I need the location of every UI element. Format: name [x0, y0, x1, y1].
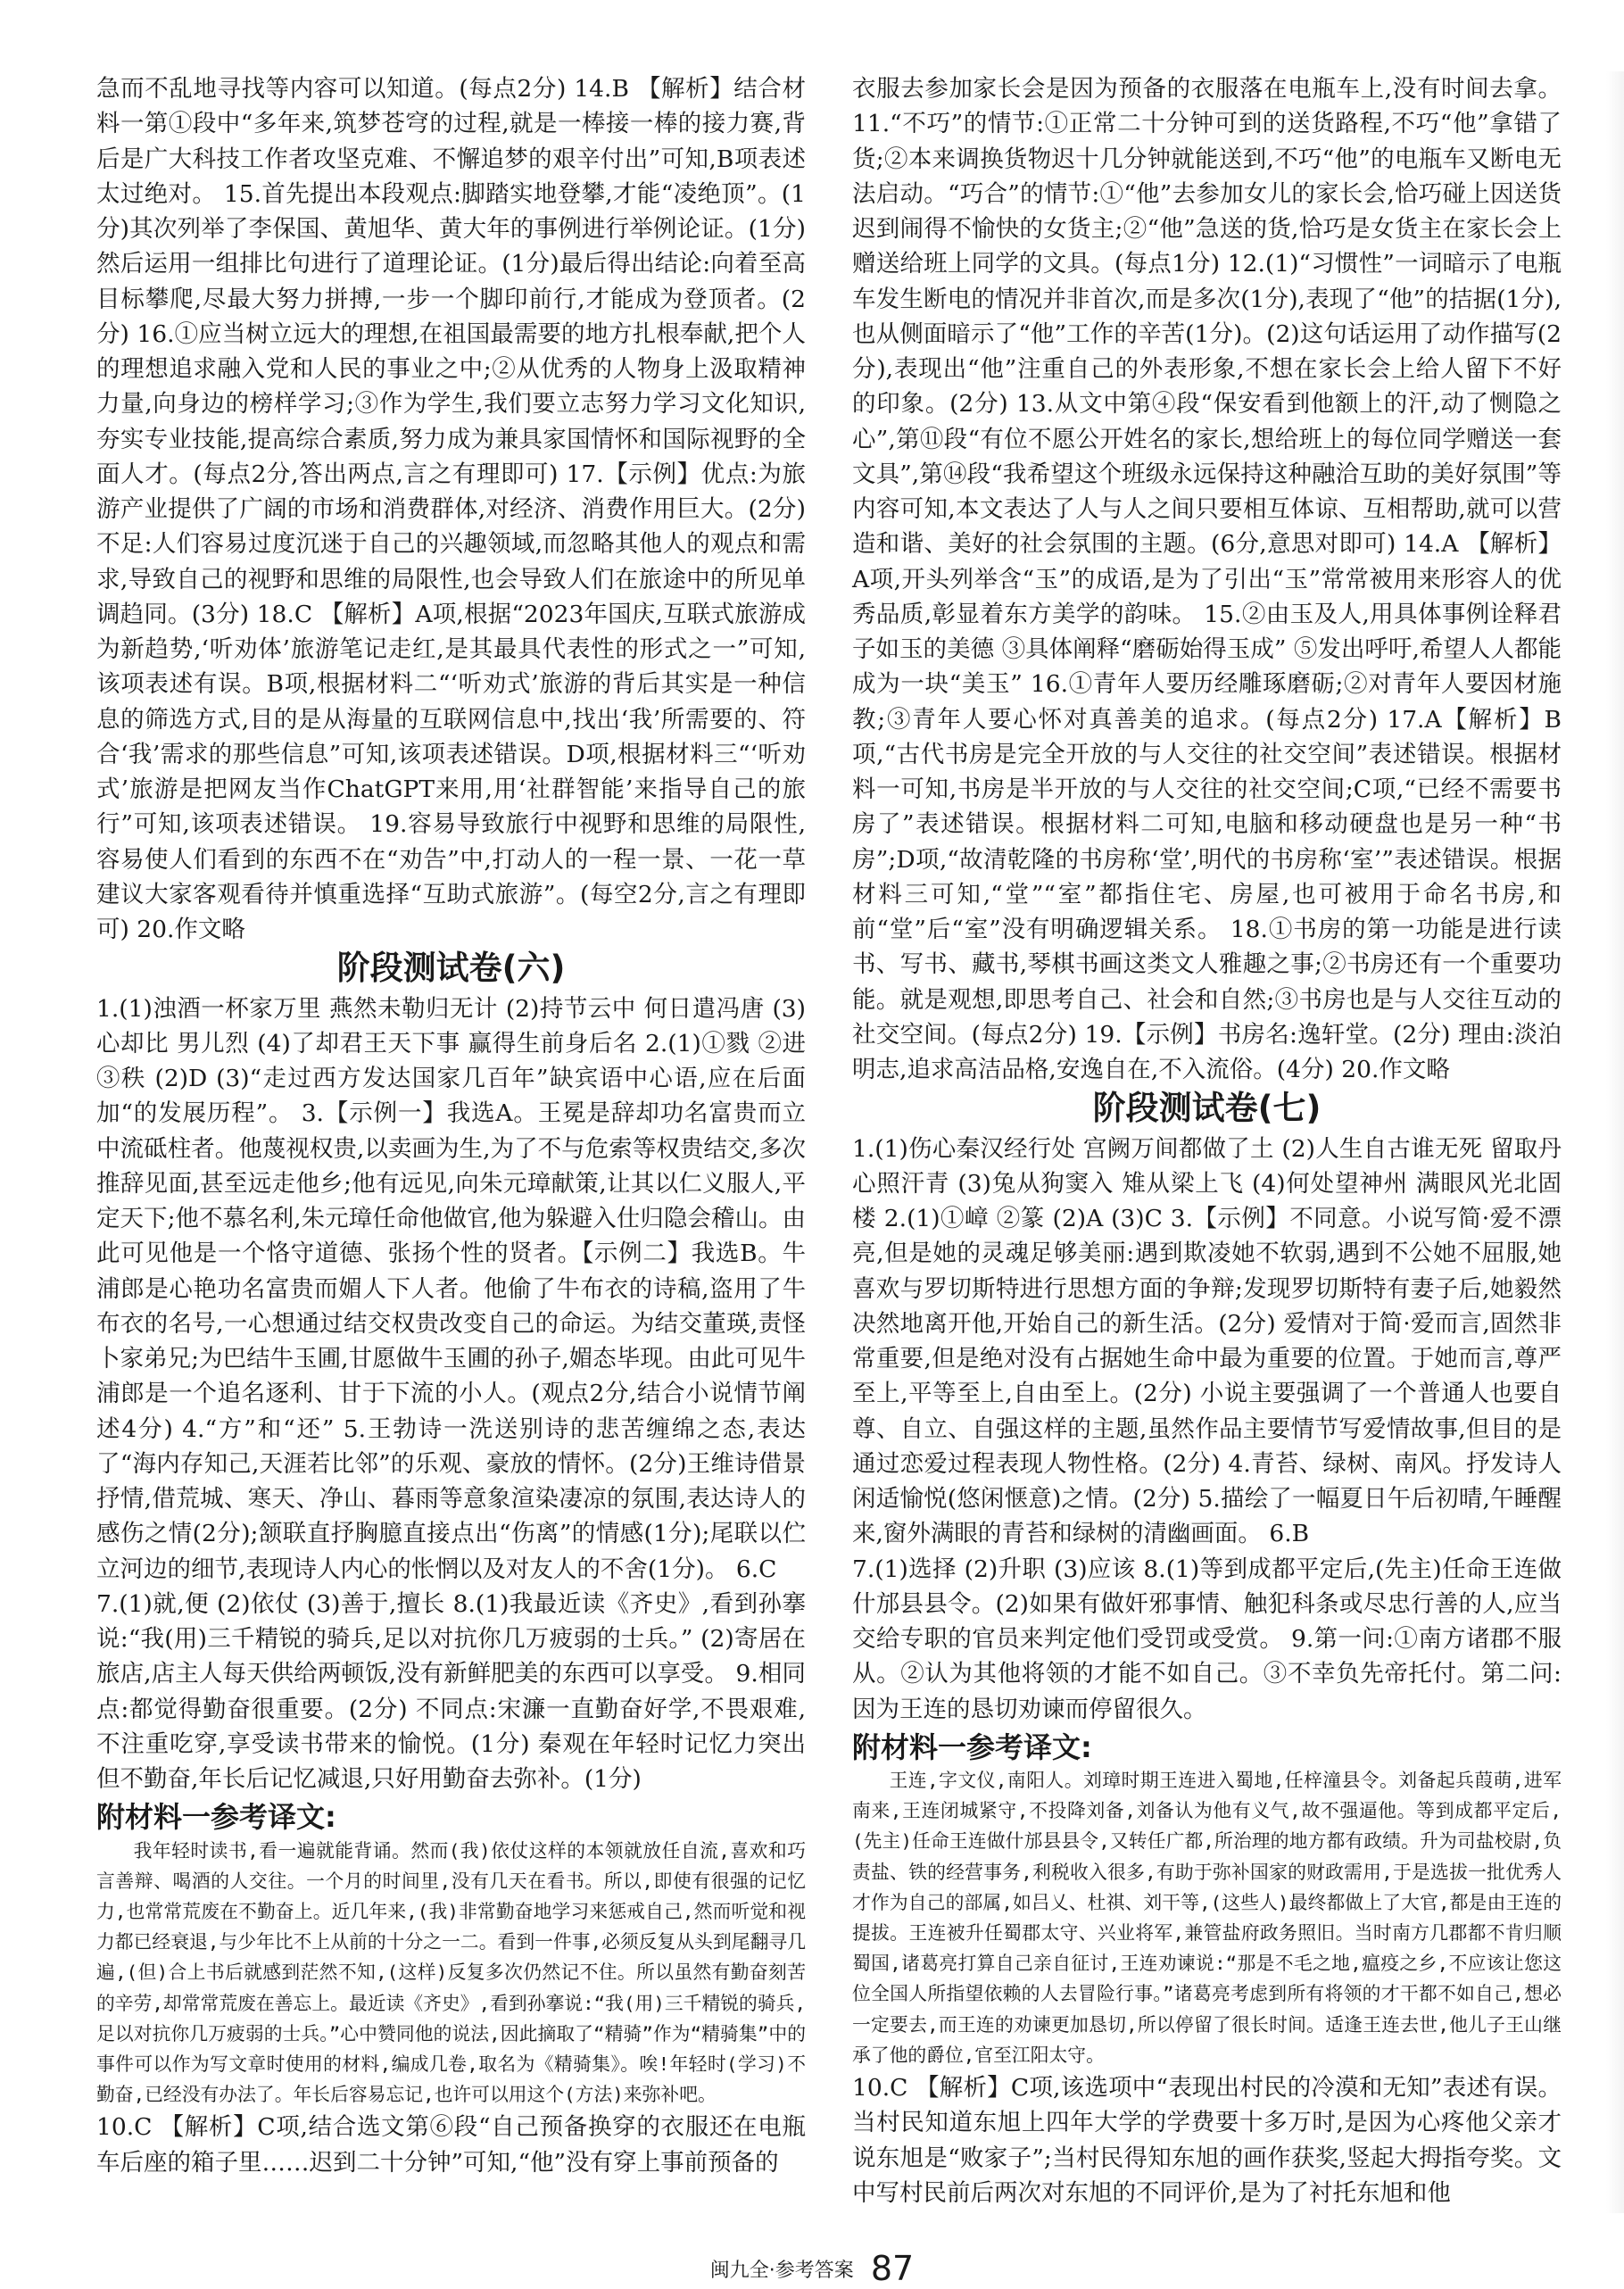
answers-test-5-continued: 急而不乱地寻找等内容可以知道。(每点2分) 14.B 【解析】结合材料一第①段中“多年来,筑梦苍穹的过程,就是一棒接一棒的接力赛,背后是广大科技工作者攻坚克难、不懈追梦的艰辛付出”可知,B项表述太过绝对。 15.首先提出本段观点:脚踏实地登攀,才能“凌绝顶”。(1分)其次列举了李保国、黄旭华、黄大年的事例进行举例论证。(1分)然后运用一组排比句进行了道理论证。(1分)最后得出结论:向着至高目标攀爬,尽最大努力拼搏,一步一个脚印前行,才能成为登顶者。(2分) 16.①应当树立远大的理想,在祖国最需要的地方扎根奉献,把个人的理想追求融入党和人民的事业之中;②从优秀的人物身上汲取精神力量,向身边的榜样学习;③作为学生,我们要立志努力学习文化知识,夯实专业技能,提高综合素质,努力成为兼具家国情怀和国际视野的全面人才。(每点2分,答出两点,言之有理即可) 17.【示例】优点:为旅游产业提供了广阔的市场和消费群体,对经济、消费作用巨大。(2分) 不足:人们容易过度沉迷于自己的兴趣领域,而忽略其他人的观点和需求,导致自己的视野和思维的局限性,也会导致人们在旅途中的所见单调趋同。(3分) 18.C 【解析】A项,根据“2023年国庆,互联式旅游成为新趋势,‘听劝体’旅游笔记走红,是其最具代表性的形式之一”可知,该项表述有误。B项,根据材料二“‘听劝式’旅游的背后其实是一种信息的筛选方式,目的是从海量的互联网信息中,找出‘我’所需要的、符合‘我’需求的那些信息”可知,该项表述错误。D项,根据材料三“‘听劝式’旅游是把网友当作ChatGPT来用,用‘社群智能’来指导自己的旅行”可知,该项表述错误。 19.容易导致旅行中视野和思维的局限性,容易使人们看到的东西不在“劝告”中,打动人的一程一景、一花一草 建议大家客观看待并慎重选择“互助式旅游”。(每空2分,言之有理即可) 20.作文略	[96, 75, 806, 943]
appendix-translation-left: 我年轻时读书,看一遍就能背诵。然而(我)依仗这样的本领就放任自流,喜欢和巧言善辩、喝酒的人交往。一个月的时间里,没有几天在看书。所以,即使有很强的记忆力,也常常荒废在不勤奋上。近几年来,(我)非常勤奋地学习来惩戒自己,然而听觉和视力都已经衰退,与少年比不上从前的十分之一二。看到一件事,必须反复从头到尾翻寻几遍,(但)合上书后就感到茫然不知,(这样)反复多次仍然记不住。所以虽然有勤奋刻苦的辛劳,却常常荒废在善忘上。最近读《齐史》,看到孙搴说:“我(用)三千精锐的骑兵,足以对抗你几万疲弱的士兵。”心中赞同他的说法,因此摘取了“精骑”作为“精骑集”中的事件可以作为写文章时使用的材料,编成几卷,取名为《精骑集》。唉!年轻时(学习)不勤奋,已经没有办法了。年长后容易忘记,也许可以用这个(方法)来弥补吧。	[96, 1839, 806, 2106]
appendix-label-right: 附材料一参考译文:	[852, 1729, 1092, 1764]
left-column	[96, 71, 806, 2180]
answers-test-7-q10: 10.C 【解析】C项,该选项中“表现出村民的冷漠和无知”表述有误。当村民知道东旭上四年大学的学费要十多万时,是因为心疼他父亲才说东旭是“败家子”;当村民得知东旭的画作获奖,竖起大拇指夸奖。文中写村民前后两次对东旭的不同评价,是为了衬托东旭和他	[852, 2074, 1562, 2207]
section-title-test-7: 阶段测试卷(七)	[1092, 1089, 1322, 1128]
appendix-translation-right: 王连,字文仪,南阳人。刘璋时期王连进入蜀地,任梓潼县令。刘备起兵葭萌,进军南来,王连闭城紧守,不投降刘备,刘备认为他有义气,故不强逼他。等到成都平定后,(先主)任命王连做什邡县县令,又转任广都,所治理的地方都有政绩。升为司盐校尉,负责盐、铁的经营事务,利税收入很多,有助于弥补国家的财政需用,于是选拔一批优秀人才作为自己的部属,如吕乂、杜祺、刘干等,(这些人)最终都做上了大官,都是由王连的提拔。王连被升任蜀郡太守、兴业将军,兼管盐府政务照旧。当时南方几郡都不肯归顺蜀国,诸葛亮打算自己亲自征讨,王连劝谏说:“那是不毛之地,瘟疫之乡,不应该让您这位全国人所指望依赖的人去冒险行事。”诸葛亮考虑到所有将领的才干都不如自己,想必一定要去,而王连的劝谏更加恳切,所以停留了很长时间。适逢王连去世,他儿子王山继承了他的爵位,官至江阳太守。	[852, 1770, 1562, 2066]
page-number: 87	[870, 2249, 915, 2288]
next-page-edge	[1606, 71, 1624, 2213]
series-label: 闽九全·参考答案	[709, 2259, 854, 2282]
appendix-label-left: 附材料一参考译文:	[96, 1800, 336, 1835]
answers-test-6-q7-q9: 7.(1)就,便 (2)依仗 (3)善于,擅长 8.(1)我最近读《齐史》,看到孙搴说:“我(用)三千精锐的骑兵,足以对抗你几万疲弱的士兵。” (2)寄居在旅店,店主人每天供给两顿饭,没有新鲜肥美的东西可以享受。 9.相同点:都觉得勤奋很重要。(2分) 不同点:宋濂一直勤奋好学,不畏艰难,不注重吃穿,享受读书带来的愉悦。(1分) 秦观在年轻时记忆力突出但不勤奋,年长后记忆减退,只好用勤奋去弥补。(1分)	[96, 1589, 806, 1793]
answers-test-7-q1-q6: 1.(1)伤心秦汉经行处 宫阙万间都做了土 (2)人生自古谁无死 留取丹心照汗青 (3)兔从狗窦入 雉从梁上飞 (4)何处望神州 满眼风光北固楼 2.(1)①嶂 ②篆 (2)A (3)C 3.【示例】不同意。小说写简·爱不漂亮,但是她的灵魂足够美丽:遇到欺凌她不软弱,遇到不公她不屈服,她喜欢与罗切斯特进行思想方面的争辩;发现罗切斯特有妻子后,她毅然决然地离开他,开始自己的新生活。(2分) 爱情对于简·爱而言,固然非常重要,但是绝对没有占据她生命中最为重要的位置。于她而言,尊严至上,平等至上,自由至上。(2分) 小说主要强调了一个普通人也要自尊、自立、自强这样的主题,虽然作品主要情节写爱情故事,但目的是通过恋爱过程表现人物性格。(2分) 4.青苔、绿树、南风。抒发诗人闲适愉悦(悠闲惬意)之情。(2分) 5.描绘了一幅夏日午后初晴,午睡醒来,窗外满眼的青苔和绿树的清幽画面。 6.B	[852, 1134, 1562, 1548]
answers-test-6-q10: 10.C 【解析】C项,结合选文第⑥段“自己预备换穿的衣服还在电瓶车后座的箱子里……迟到二十分钟”可知,“他”没有穿上事前预备的	[96, 2113, 806, 2177]
page-footer	[0, 2249, 1624, 2288]
answers-test-6-q10-continued: 衣服去参加家长会是因为预备的衣服落在电瓶车上,没有时间去拿。 11.“不巧”的情节:①正常二十分钟可到的送货路程,不巧“他”拿错了货;②本来调换货物迟十几分钟就能送到,不巧“他”的电瓶车又断电无法启动。“巧合”的情节:①“他”去参加女儿的家长会,恰巧碰上因送货迟到闹得不愉快的女货主;②“他”急送的货,恰巧是女货主在家长会上赠送给班上同学的文具。(每点1分) 12.(1)“习惯性”一词暗示了电瓶车发生断电的情况并非首次,而是多次(1分),表现了“他”的拮据(1分),也从侧面暗示了“他”工作的辛苦(1分)。(2)这句话运用了动作描写(2分),表现出“他”注重自己的外表形象,不想在家长会上给人留下不好的印象。(2分) 13.从文中第④段“保安看到他额上的汗,动了恻隐之心”,第⑪段“有位不愿公开姓名的家长,想给班上的每位同学赠送一套文具”,第⑭段“我希望这个班级永远保持这种融洽互助的美好氛围”等内容可知,本文表达了人与人之间只要相互体谅、互相帮助,就可以营造和谐、美好的社会氛围的主题。(6分,意思对即可) 14.A 【解析】A项,开头列举含“玉”的成语,是为了引出“玉”常常被用来形容人的优秀品质,彰显着东方美学的韵味。 15.②由玉及人,用具体事例诠释君子如玉的美德 ③具体阐释“磨砺始得玉成” ⑤发出呼吁,希望人人都能成为一块“美玉” 16.①青年人要历经雕琢磨砺;②对青年人要因材施教;③青年人要心怀对真善美的追求。(每点2分) 17.A【解析】B项,“古代书房是完全开放的与人交往的社交空间”表述错误。根据材料一可知,书房是半开放的与人交往的社交空间;C项,“已经不需要书房了”表述错误。根据材料二可知,电脑和移动硬盘也是另一种“书房”;D项,“故清乾隆的书房称‘堂’,明代的书房称‘室’”表述错误。根据材料三可知,“堂”“室”都指住宅、房屋,也可被用于命名书房,和前“堂”后“室”没有明确逻辑关系。 18.①书房的第一功能是进行读书、写书、藏书,琴棋书画这类文人雅趣之事;②书房还有一个重要功能。就是观想,即思考自己、社会和自然;③书房也是与人交往互动的社交空间。(每点2分) 19.【示例】书房名:逸轩堂。(2分) 理由:淡泊明志,追求高洁品格,安逸自在,不入流俗。(4分) 20.作文略	[852, 75, 1562, 1083]
answers-test-7-q7-q9: 7.(1)选择 (2)升职 (3)应该 8.(1)等到成都平定后,(先主)任命王连做什邡县县令。(2)如果有做奸邪事情、触犯科条或尽忠行善的人,应当交给专职的官员来判定他们受罚或受赏。 9.第一问:①南方诸郡不服从。②认为其他将领的才能不如自己。③不幸负先帝托付。第二问:因为王连的恳切劝谏而停留很久。	[852, 1555, 1562, 1723]
answers-test-6-q1-q6: 1.(1)浊酒一杯家万里 燕然未勒归无计 (2)持节云中 何日遣冯唐 (3)心却比 男儿烈 (4)了却君王天下事 赢得生前身后名 2.(1)①戮 ②进 ③秩 (2)D (3)“走过西方发达国家几百年”缺宾语中心语,应在后面加“的发展历程”。 3.【示例一】我选A。王冕是辞却功名富贵而立中流砥柱者。他蔑视权贵,以卖画为生,为了不与危索等权贵结交,多次推辞见面,甚至远走他乡;他有远见,向朱元璋献策,让其以仁义服人,平定天下;他不慕名利,朱元璋任命他做官,他为躲避入仕归隐会稽山。由此可见他是一个恪守道德、张扬个性的贤者。【示例二】我选B。牛浦郎是心艳功名富贵而媚人下人者。他偷了牛布衣的诗稿,盗用了牛布衣的名号,一心想通过结交权贵改变自己的命运。为结交董瑛,责怪卜家弟兄;为巴结牛玉圃,甘愿做牛玉圃的孙子,媚态毕现。由此可见牛浦郎是一个追名逐利、甘于下流的小人。(观点2分,结合小说情节阐述4分) 4.“方”和“还” 5.王勃诗一洗送别诗的悲苦缠绵之态,表达了“海内存知己,天涯若比邻”的乐观、豪放的情怀。(2分)王维诗借景抒情,借荒城、寒天、净山、暮雨等意象渲染凄凉的氛围,表达诗人的感伤之情(2分);颔联直抒胸臆直接点出“伤离”的情感(1分);尾联以伫立河边的细节,表现诗人内心的怅惘以及对友人的不舍(1分)。 6.C	[96, 994, 806, 1583]
right-column	[852, 71, 1562, 2210]
section-title-test-6: 阶段测试卷(六)	[336, 949, 566, 988]
